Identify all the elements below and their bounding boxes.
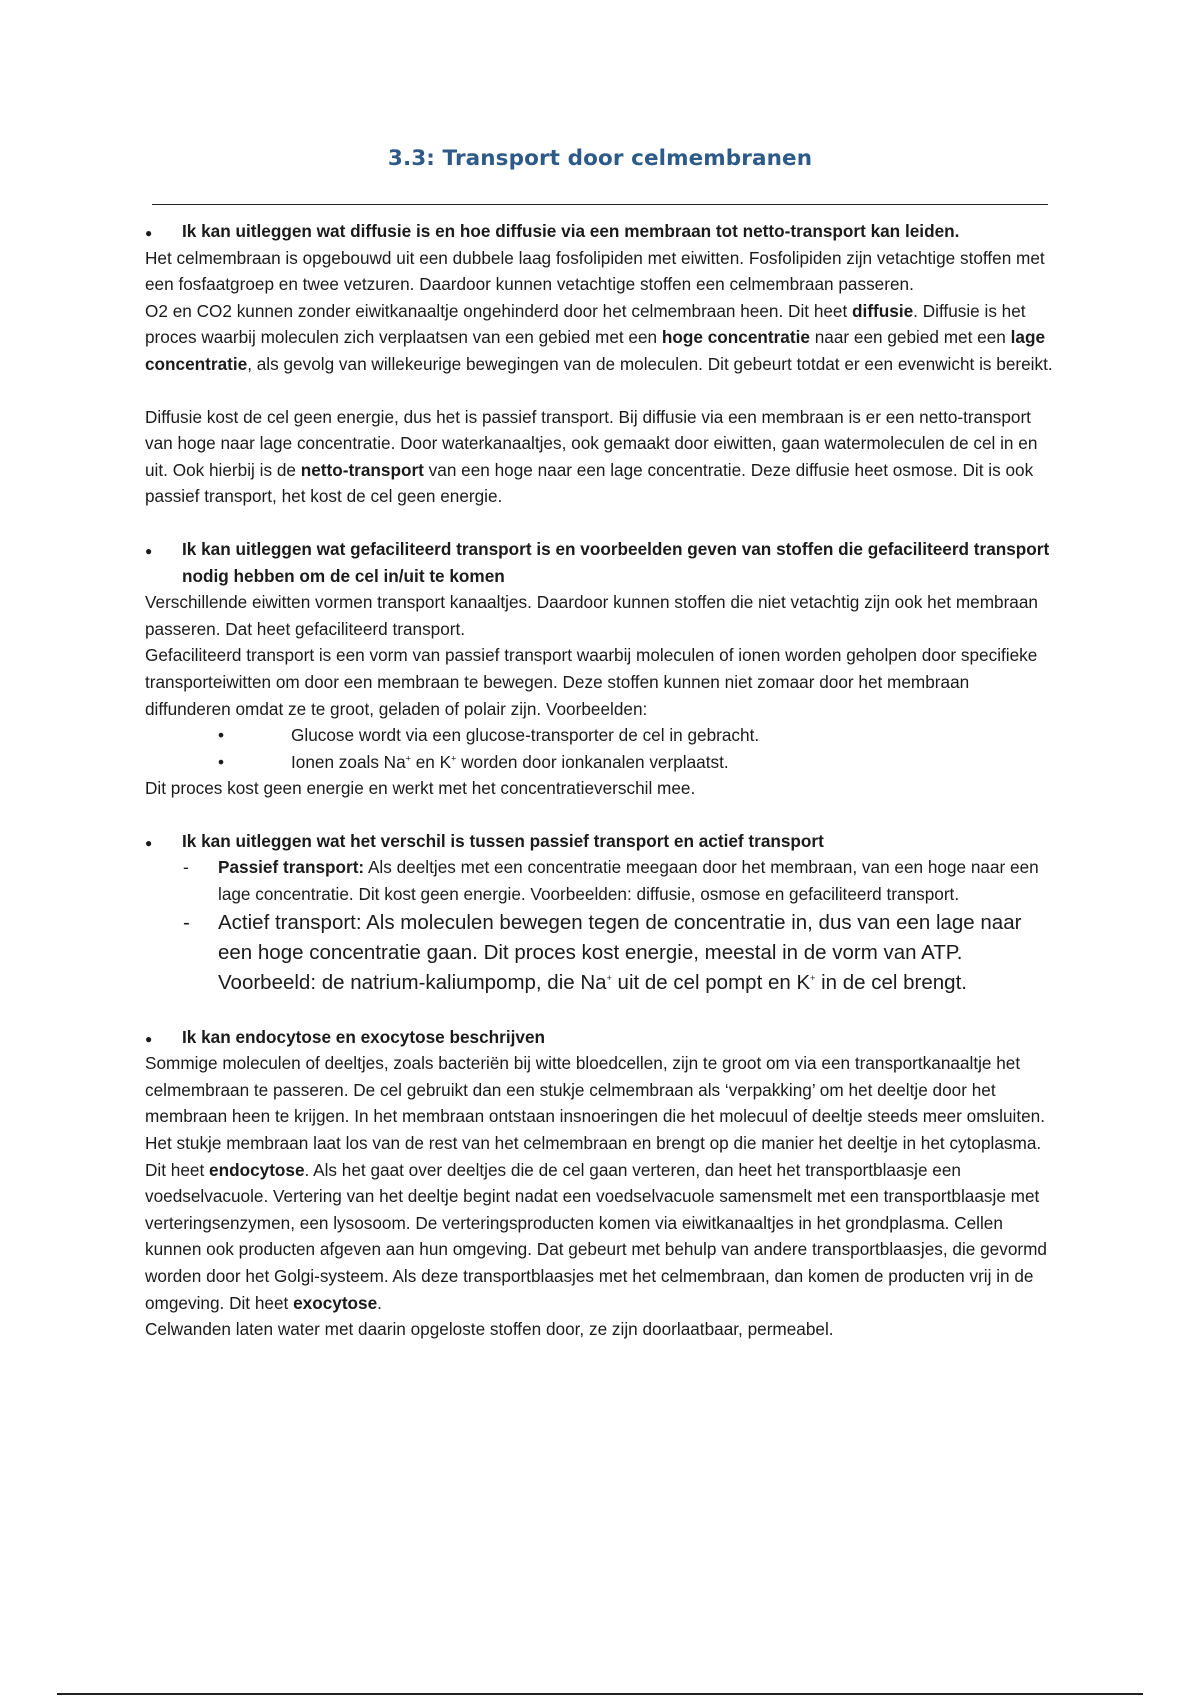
paragraph xyxy=(145,589,1055,642)
text: en K xyxy=(410,751,452,772)
text: , als gevolg van willekeurige bewegingen van de moleculen. Dit gebeurt totdat er een evenwicht is bereikt. xyxy=(247,353,1053,374)
objective-text: Ik kan endocytose en exocytose beschrijven xyxy=(182,1026,546,1047)
text: Diffusie kost de cel geen energie, dus het is passief transport. Bij diffusie via een membraan is er een netto-transport van hoge naar lage concentratie. Door waterkanaaltjes, ook gemaakt door eiwitten, gaan watermoleculen de cel in en uit. Ook hierbij is de xyxy=(145,406,1038,480)
bullet-icon: • xyxy=(218,751,225,772)
objective-text: Ik kan uitleggen wat het verschil is tussen passief transport en actief transport xyxy=(182,830,824,851)
bold-term: Passief transport: xyxy=(218,857,365,878)
bullet-icon xyxy=(145,828,152,857)
paragraph xyxy=(145,298,1055,378)
objective-heading-endo-exocytose xyxy=(145,1024,1055,1051)
text: Gefaciliteerd transport is een vorm van passief transport waarbij moleculen of ionen worden geholpen door specifieke transporteiwitten om door een membraan te bewegen. Deze stoffen kunnen niet zomaar door het membraan diffunderen omdat ze te groot, geladen of polair zijn. Voorbeelden: xyxy=(145,645,1038,719)
text: in de cel brengt. xyxy=(815,970,967,994)
paragraph xyxy=(145,245,1055,298)
paragraph xyxy=(145,1316,1055,1343)
text: Sommige moleculen of deeltjes, zoals bacteriën bij witte bloedcellen, zijn te groot om via een transportkanaaltje het celmembraan te passeren. De cel gebruikt dan een stukje celmembraan als ‘verpakking’ om het deeltje door het membraan heen te krijgen. In het membraan ontstaan insnoeringen die het molecuul of deeltje steeds meer omsluiten. Het stukje membraan laat los van de rest van het celmembraan en brengt op die manier het deeltje in het cytoplasma. Dit heet xyxy=(145,1053,1046,1180)
text: . Als het gaat over deeltjes die de cel gaan verteren, dan heet het transportblaasje een voedselvacuole. Vertering van het deeltje begint nadat een voedselvacuole samensmelt met een transportblaasje met verteringsenzymen, een lysosoom. De verteringsproducten komen via eiwitkanaaltjes in het grondplasma. Cellen kunnen ook producten afgeven aan hun omgeving. Dat gebeurt met behulp van andere transportblaasjes, die gevormd worden door het Golgi-systeem. Als deze transportblaasjes met het celmembraan, dan komen de producten vrij in de omgeving. Dit heet xyxy=(145,1159,1047,1313)
paragraph xyxy=(145,775,1055,802)
text: Dit proces kost geen energie en werkt met het concentratieverschil mee. xyxy=(145,778,696,799)
title-divider xyxy=(152,204,1048,205)
list-item-passief xyxy=(145,854,1055,907)
text: . xyxy=(377,1292,382,1313)
bold-term: endocytose xyxy=(209,1159,305,1180)
document-body xyxy=(145,218,1055,1343)
spacer xyxy=(145,998,1055,1024)
text: worden door ionkanalen verplaatst. xyxy=(456,751,729,772)
bullet-icon xyxy=(145,1024,152,1053)
charge-sup: + xyxy=(451,752,457,763)
objective-text: Ik kan uitleggen wat diffusie is en hoe diffusie via een membraan tot netto-transport kan leiden. xyxy=(182,221,960,241)
list-item xyxy=(145,722,1055,749)
page-title: 3.3: Transport door celmembranen xyxy=(387,146,813,171)
bold-term: diffusie xyxy=(852,300,914,321)
dash-icon: - xyxy=(183,857,189,878)
list-item-actief xyxy=(145,908,1055,998)
text: van een hoge naar een lage concentratie. Deze diffusie heet osmose. Dit is ook passief transport, het kost de cel geen energie. xyxy=(145,459,1034,507)
objective-heading-passive-active xyxy=(145,828,1055,855)
text: . Diffusie is het proces waarbij moleculen zich verplaatsen van een gebied met een xyxy=(145,300,1026,348)
paragraph xyxy=(145,642,1055,722)
text: Verschillende eiwitten vormen transport kanaaltjes. Daardoor kunnen stoffen die niet vetachtig zijn ook het membraan passeren. Dat heet gefaciliteerd transport. xyxy=(145,592,1038,639)
paragraph xyxy=(145,404,1055,510)
text: Glucose wordt via een glucose-transporter de cel in gebracht. xyxy=(291,725,760,746)
spacer xyxy=(145,802,1055,828)
objective-heading-facilitated xyxy=(145,536,1055,589)
dash-icon: - xyxy=(183,910,190,934)
objective-text: Ik kan uitleggen wat gefaciliteerd transport is en voorbeelden geven van stoffen die gefaciliteerd transport nodig hebben om de cel in/uit te komen xyxy=(182,538,1050,586)
bullet-icon xyxy=(145,536,152,565)
text: Celwanden laten water met daarin opgeloste stoffen door, ze zijn doorlaatbaar, permeabel. xyxy=(145,1319,834,1340)
text: O2 en CO2 kunnen zonder eiwitkanaaltje ongehinderd door het celmembraan heen. Dit heet xyxy=(145,300,853,321)
charge-sup: + xyxy=(810,972,816,983)
bold-term: netto-transport xyxy=(300,459,424,480)
text: Als deeltjes met een concentratie meegaan door het membraan, van een hoge naar een lage concentratie. Dit kost geen energie. Voorbeelden: diffusie, osmose en gefaciliteerd transport. xyxy=(218,857,1039,905)
bullet-icon xyxy=(145,218,152,247)
spacer xyxy=(145,378,1055,404)
text: naar een gebied met een xyxy=(809,327,1011,348)
bold-term: exocytose xyxy=(293,1292,378,1313)
footer-divider xyxy=(57,1693,1143,1695)
list-item xyxy=(145,749,1055,776)
spacer xyxy=(145,510,1055,536)
charge-sup: + xyxy=(405,752,411,763)
text: Het celmembraan is opgebouwd uit een dubbele laag fosfolipiden met eiwitten. Fosfolipiden zijn vetachtige stoffen met een fosfaatgroep en twee vetzuren. Daardoor kunnen vetachtige stoffen een celmembraan passeren. xyxy=(145,247,1045,295)
text: Ionen zoals Na xyxy=(291,751,406,772)
objective-heading-diffusion xyxy=(145,218,1055,245)
text: Actief transport: Als moleculen bewegen tegen de concentratie in, dus van een lage naar een hoge concentratie gaan. Dit proces kost energie, meestal in de vorm van ATP. Voorbeeld: de natrium-kaliumpomp, die Na xyxy=(218,910,1022,994)
paragraph xyxy=(145,1050,1055,1316)
bold-term: hoge concentratie xyxy=(661,327,810,348)
bullet-icon: • xyxy=(218,725,225,746)
bold-term: lage concentratie xyxy=(145,327,1046,374)
charge-sup: + xyxy=(606,972,612,983)
text: uit de cel pompt en K xyxy=(611,970,811,994)
